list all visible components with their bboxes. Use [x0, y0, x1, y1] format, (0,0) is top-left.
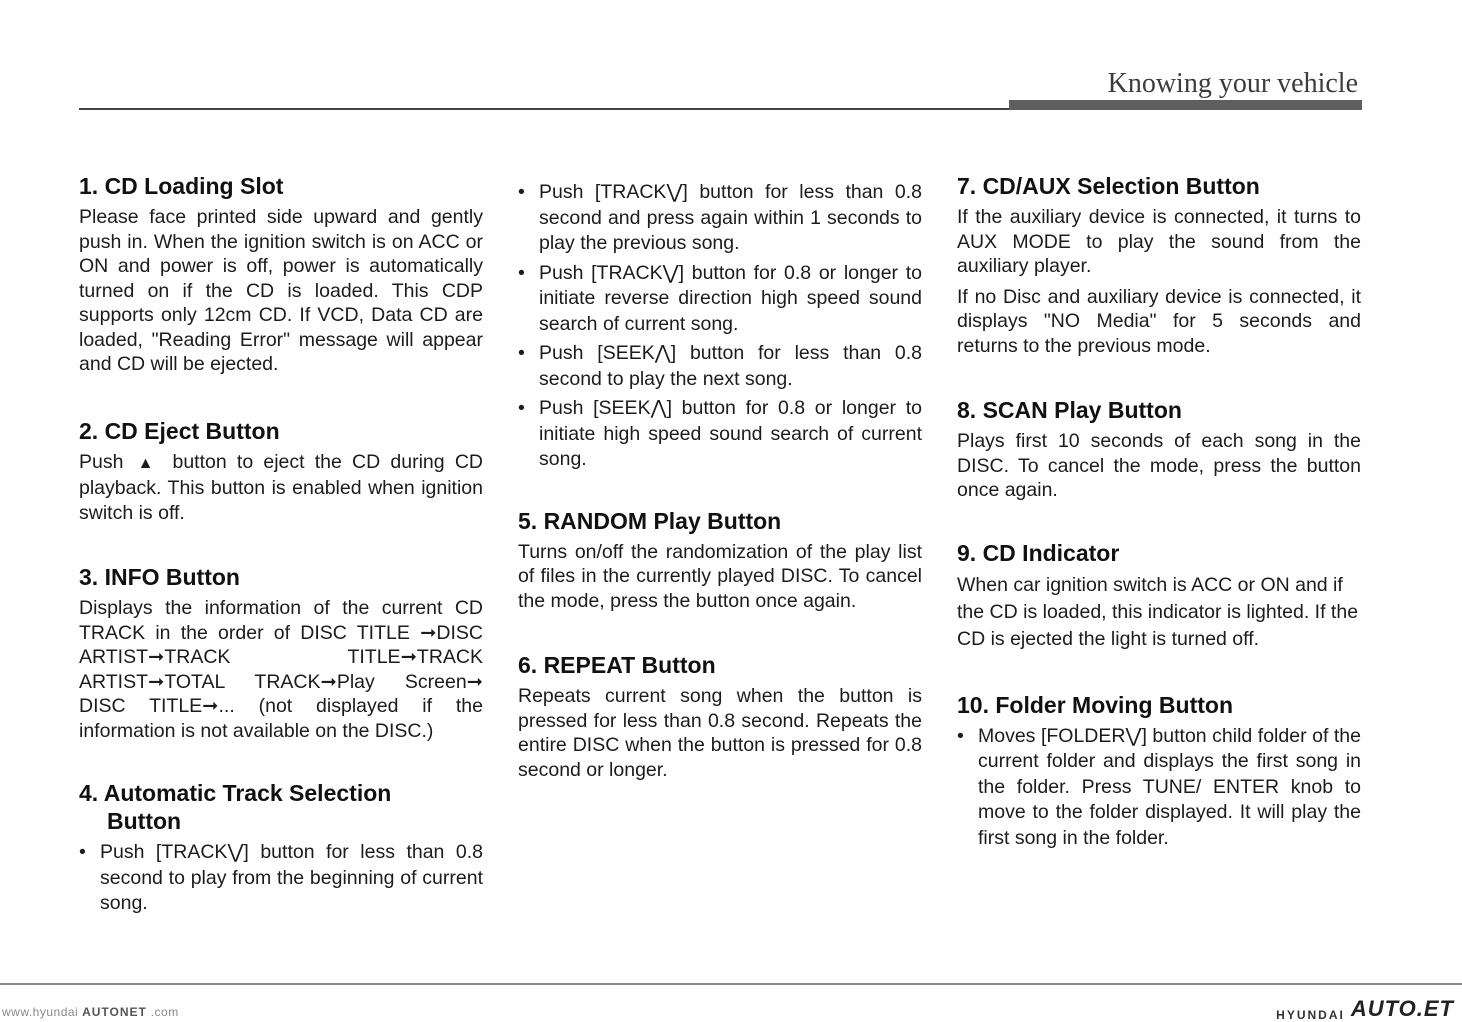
section-cd-indicator	[957, 539, 1361, 653]
footer-logo-hyundai: HYUNDAI	[1276, 1008, 1345, 1022]
list-item: • Push [TRACK⋁] button for 0.8 or longer to initiate reverse direction high speed sound search of current song.	[518, 261, 922, 338]
section-title: 6. REPEAT Button	[518, 652, 716, 678]
list-item: • Push [SEEK⋀] button for less than 0.8 second to play the next song.	[518, 341, 922, 392]
section-scan-play-button	[957, 396, 1361, 503]
body-text-pre: Push	[79, 450, 124, 473]
section-body: Repeats current song when the button is pressed for less than 0.8 second. Repeats the entire DISC when the button is pressed for 0.8 second or longer.	[518, 685, 922, 781]
section-title: 2. CD Eject Button	[79, 417, 280, 444]
section-title-line1: 4. Automatic Track Selection	[79, 780, 392, 806]
section-folder-moving-button	[957, 691, 1361, 852]
footer-logo	[1276, 996, 1454, 1022]
section-title: 10. Folder Moving Button	[957, 691, 1233, 718]
section-title: 8. SCAN Play Button	[957, 397, 1182, 423]
section-title: 5. RANDOM Play Button	[518, 507, 782, 534]
list-item: • Push [SEEK⋀] button for 0.8 or longer to initiate high speed sound search of current song.	[518, 396, 922, 473]
footer-rule	[0, 983, 1462, 985]
list-item: • Push [TRACK⋁] button for less than 0.8 second and press again within 1 seconds to play the previous song.	[518, 180, 922, 257]
section-body: Displays the information of the current CD TRACK in the order of DISC TITLE ➞DISC ARTIST➞TRACK TITLE➞TRACK ARTIST➞TOTAL TRACK➞Play Screen➞ DISC TITLE➞... (not displayed if the information is not available on the DISC.)	[79, 597, 483, 742]
section-body: Turns on/off the randomization of the play list of files in the currently played DISC. To cancel the mode, press the button once again.	[518, 540, 922, 612]
section-body	[79, 450, 483, 526]
section-random-play-button	[518, 507, 922, 614]
header-bar	[1009, 100, 1362, 110]
section-automatic-track-selection-cont	[518, 180, 922, 473]
section-cd-loading-slot	[79, 172, 483, 377]
section-body: If the auxiliary device is connected, it turns to AUX MODE to play the sound from the auxiliary player.	[957, 206, 1361, 277]
section-repeat-button	[518, 651, 922, 782]
header-rule	[79, 108, 1009, 110]
page-header-title: Knowing your vehicle	[1107, 68, 1358, 99]
footer-website	[2, 1005, 179, 1019]
body-text-post: button to eject the CD during CD playback. This button is enabled when ignition switch is off.	[79, 450, 483, 524]
section-title	[79, 779, 483, 835]
list-item: • Moves [FOLDER⋁] button child folder of the current folder and displays the first song in the folder. Press TUNE/ ENTER knob to move to the folder displayed. It will play the first song in the folder.	[957, 724, 1361, 852]
bullet-list	[957, 724, 1361, 852]
section-title: 7. CD/AUX Selection Button	[957, 173, 1260, 199]
section-title: 3. INFO Button	[79, 564, 240, 590]
section-body: Plays first 10 seconds of each song in the DISC. To cancel the mode, press the button once again.	[957, 430, 1361, 501]
column-3	[957, 172, 1361, 881]
section-automatic-track-selection	[79, 779, 483, 917]
column-1	[79, 172, 483, 947]
bullet-list	[518, 180, 922, 473]
section-title-line2: Button	[107, 808, 182, 834]
section-body: If no Disc and auxiliary device is connected, it displays "NO Media" for 5 seconds and returns to the previous mode.	[957, 285, 1361, 357]
footer-logo-autonet: AUTO.ET	[1350, 996, 1454, 1021]
footer-website-prefix: www.hyundai	[2, 1005, 79, 1019]
section-body: When car ignition switch is ACC or ON and if the CD is loaded, this indicator is lighted. If the CD is ejected the light is turned off.	[957, 573, 1359, 650]
section-title: 1. CD Loading Slot	[79, 173, 284, 199]
footer-website-brand: AUTONET	[82, 1005, 147, 1019]
section-body: Please face printed side upward and gently push in. When the ignition switch is on ACC or ON and power is off, power is automatically turned on if the CD is loaded. This CDP supports only 12cm CD. If VCD, Data CD are loaded, "Reading Error" message will appear and CD will be ejected.	[79, 206, 483, 375]
section-cd-aux-selection-button	[957, 172, 1361, 358]
section-info-button	[79, 563, 483, 743]
section-cd-eject-button	[79, 417, 483, 526]
eject-icon: ▲	[137, 454, 159, 472]
bullet-list	[79, 840, 483, 917]
list-item: • Push [TRACK⋁] button for less than 0.8 second to play from the beginning of current song.	[79, 840, 483, 917]
column-2	[518, 180, 922, 812]
section-title: 9. CD Indicator	[957, 539, 1120, 566]
footer-website-suffix: .com	[150, 1005, 179, 1019]
